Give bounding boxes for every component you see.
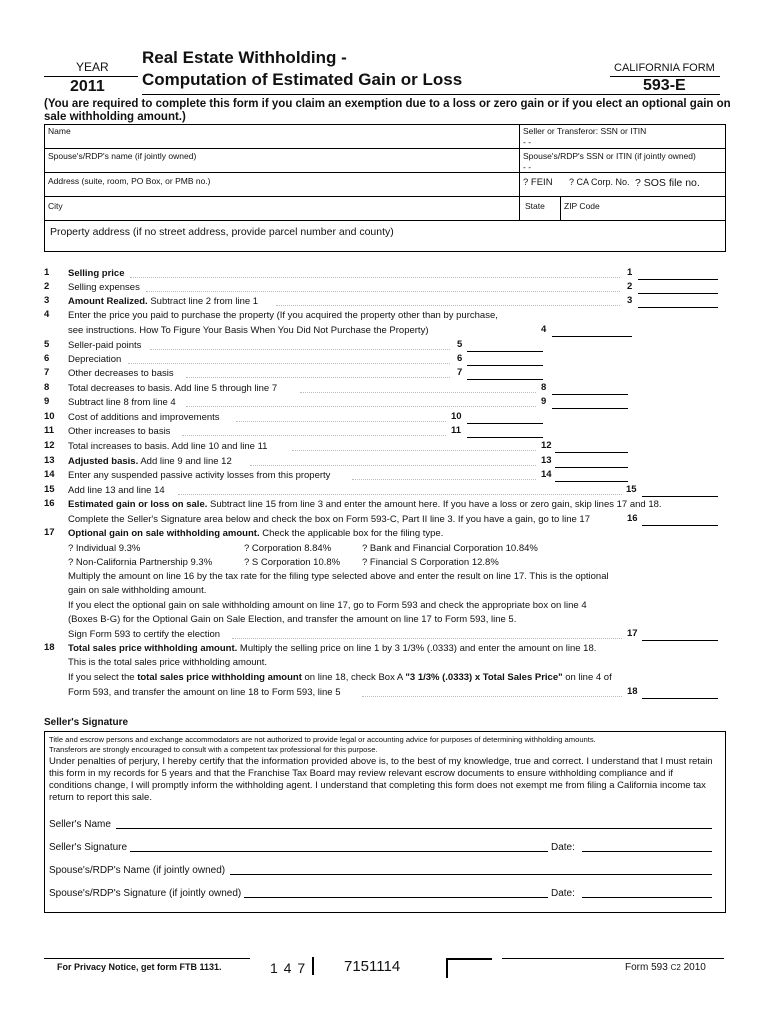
leader-dots bbox=[178, 494, 622, 495]
line17-label: Optional gain on sale withholding amount. Check the applicable box for the filing type. bbox=[68, 528, 444, 539]
code-bracket bbox=[312, 957, 314, 975]
line13-amount[interactable] bbox=[555, 467, 628, 468]
row-divider bbox=[44, 172, 725, 173]
line11-label: Other increases to basis bbox=[68, 426, 171, 437]
line6-amount[interactable] bbox=[467, 365, 543, 366]
privacy-notice: For Privacy Notice, get form FTB 1131. bbox=[57, 962, 222, 972]
line-number: 5 bbox=[44, 339, 50, 350]
spouse-name-input[interactable] bbox=[230, 874, 712, 875]
line3-amount[interactable] bbox=[638, 307, 718, 308]
line14-amount[interactable] bbox=[555, 481, 628, 482]
line-number: 7 bbox=[44, 367, 50, 378]
leader-dots bbox=[300, 392, 536, 393]
tax-year: 2011 bbox=[70, 78, 105, 95]
line-number: 1 bbox=[44, 267, 50, 278]
fein-checkbox[interactable]: ? FEIN bbox=[523, 177, 553, 188]
line3-label: Amount Realized. Subtract line 2 from line 1 bbox=[68, 296, 259, 307]
line17-instr-4: (Boxes B-G) for the Optional Gain on Sale Election, and transfer the amount on line 17 to Form 593, line 5. bbox=[68, 614, 517, 625]
bank-financial-checkbox[interactable]: ? Bank and Financial Corporation 10.84% bbox=[362, 543, 538, 554]
financial-s-corp-checkbox[interactable]: ? Financial S Corporation 12.8% bbox=[362, 557, 499, 568]
spouse-name-field[interactable]: Spouse's/RDP's name (if jointly owned) bbox=[48, 151, 197, 161]
line-number: 4 bbox=[44, 309, 50, 320]
state-field[interactable]: State bbox=[525, 201, 545, 211]
leader-dots bbox=[130, 277, 620, 278]
line9-label: Subtract line 8 from line 4 bbox=[68, 397, 176, 408]
address-field[interactable]: Address (suite, room, PO Box, or PMB no.) bbox=[48, 176, 211, 186]
leader-dots bbox=[150, 349, 450, 350]
seller-ssn-field[interactable]: Seller or Transferor: SSN or ITIN bbox=[523, 126, 647, 136]
line7-label: Other decreases to basis bbox=[68, 368, 174, 379]
date-label: Date: bbox=[551, 842, 575, 853]
leader-dots bbox=[232, 638, 622, 639]
date2-input[interactable] bbox=[582, 897, 712, 898]
line6-label: Depreciation bbox=[68, 354, 122, 365]
leader-dots bbox=[186, 377, 450, 378]
line16-amount[interactable] bbox=[642, 525, 718, 526]
s-corporation-checkbox[interactable]: ? S Corporation 10.8% bbox=[244, 557, 341, 568]
line-number: 8 bbox=[44, 382, 50, 393]
ca-corp-checkbox[interactable]: ? CA Corp. No. bbox=[569, 177, 630, 187]
corner-bracket-side bbox=[446, 958, 448, 978]
leader-dots bbox=[146, 291, 620, 292]
sellers-name-label: Seller's Name bbox=[49, 819, 111, 830]
line-number: 18 bbox=[44, 642, 55, 653]
line18-instr-1: This is the total sales price withholding amount. bbox=[68, 657, 268, 668]
corner-bracket-top bbox=[446, 958, 492, 960]
escrow-disclaimer: Title and escrow persons and exchange accommodators are not authorized to provide legal or accounting advice for purposes of determining withholding amounts. Transferors are strongly encouraged to consult with a competent tax professional for this purpose. bbox=[49, 735, 596, 754]
line8-label: Total decreases to basis. Add line 5 through line 7 bbox=[68, 383, 278, 394]
sellers-signature-heading: Seller's Signature bbox=[44, 717, 129, 728]
leader-dots bbox=[236, 421, 446, 422]
spouse-ssn-field[interactable]: Spouse's/RDP's SSN or ITIN (if jointly owned) bbox=[523, 151, 696, 161]
city-field[interactable]: City bbox=[48, 201, 63, 211]
california-form-label: CALIFORNIA FORM bbox=[614, 62, 715, 74]
leader-dots bbox=[276, 305, 620, 306]
line7-amount[interactable] bbox=[467, 379, 543, 380]
line17-instr-3: If you elect the optional gain on sale withholding amount on line 17, go to Form 593 and check the appropriate box on line 4 bbox=[68, 600, 587, 611]
leader-dots bbox=[128, 363, 450, 364]
year-divider bbox=[44, 76, 138, 77]
line4-amount[interactable] bbox=[552, 336, 632, 337]
line18-amount[interactable] bbox=[642, 698, 718, 699]
leader-dots bbox=[352, 479, 536, 480]
line14-label: Enter any suspended passive activity losses from this property bbox=[68, 470, 331, 481]
footer-rule bbox=[44, 958, 250, 959]
line-number: 15 bbox=[44, 484, 55, 495]
line10-amount[interactable] bbox=[467, 423, 543, 424]
line8-amount[interactable] bbox=[552, 394, 628, 395]
line9-amount[interactable] bbox=[552, 408, 628, 409]
line5-amount[interactable] bbox=[467, 351, 543, 352]
leader-dots bbox=[250, 465, 536, 466]
perjury-statement: Under penalties of perjury, I hereby certify that the information provided above is, to the best of my knowledge, true and correct. I understand that I must retain this form in my records for 5 years and that the Franchise Tax Board may review relevant escrow documents to ensure withholding compliance and if conditions change, I will promptly inform the withholding agent. I understand that completing this form does not exempt me from filing a California income tax return to report this sale. bbox=[49, 756, 713, 803]
state-zip-divider bbox=[560, 196, 561, 220]
line17-instr-2: gain on sale withholding amount. bbox=[68, 585, 207, 596]
form-title-line1: Real Estate Withholding - bbox=[142, 48, 347, 67]
line16-instructions: Complete the Seller's Signature area below and check the box on Form 593-C, Part II line 3. If you have a gain, go to line 17 bbox=[68, 514, 590, 525]
line-number: 10 bbox=[44, 411, 55, 422]
line17-instr-1: Multiply the amount on line 16 by the tax rate for the filing type selected above and enter the result on line 17. This is the optional bbox=[68, 571, 609, 582]
line4-label-2: see instructions. How To Figure Your Basis When You Did Not Purchase the Property) bbox=[68, 325, 429, 336]
form-footer-label: Form 593 C2 2010 bbox=[625, 962, 706, 973]
line-number: 11 bbox=[44, 425, 55, 436]
line15-amount[interactable] bbox=[642, 496, 718, 497]
leader-dots bbox=[186, 406, 536, 407]
sellers-signature-input[interactable] bbox=[130, 851, 548, 852]
individual-checkbox[interactable]: ? Individual 9.3% bbox=[68, 543, 141, 554]
property-address-field[interactable]: Property address (if no street address, provide parcel number and county) bbox=[50, 226, 394, 238]
line1-amount[interactable] bbox=[638, 279, 718, 280]
line-number: 16 bbox=[44, 498, 55, 509]
line18-instr-2: If you select the total sales price withholding amount on line 18, check Box A "3 1/3% (.0333) x Total Sales Price" on line 4 of bbox=[68, 672, 612, 683]
sellers-signature-label: Seller's Signature bbox=[49, 842, 128, 853]
requirement-notice: (You are required to complete this form if you claim an exemption due to a loss or zero gain or if you elect an optional gain on sale withholding amount.) bbox=[44, 98, 731, 123]
line4-label-1: Enter the price you paid to purchase the property (If you acquired the property other than by purchase, bbox=[68, 310, 498, 321]
corporation-checkbox[interactable]: ? Corporation 8.84% bbox=[244, 543, 332, 554]
leader-dots bbox=[182, 435, 446, 436]
spouse-name-label: Spouse's/RDP's Name (if jointly owned) bbox=[49, 865, 226, 876]
seller-ssn-dashes: - - bbox=[523, 137, 532, 147]
line10-label: Cost of additions and improvements bbox=[68, 412, 220, 423]
spouse-signature-label: Spouse's/RDP's Signature (if jointly owned) bbox=[49, 888, 242, 899]
line-number: 12 bbox=[44, 440, 55, 451]
row-divider bbox=[44, 220, 725, 221]
row-divider bbox=[44, 148, 725, 149]
form-title-line2: Computation of Estimated Gain or Loss bbox=[142, 70, 463, 89]
year-label: YEAR bbox=[76, 60, 109, 74]
line18-instr-3: Form 593, and transfer the amount on line 18 to Form 593, line 5 bbox=[68, 687, 341, 698]
line18-label: Total sales price withholding amount. Multiply the selling price on line 1 by 3 1/3% (.0333) and enter the amount on line 18. bbox=[68, 643, 597, 654]
line15-label: Add line 13 and line 14 bbox=[68, 485, 165, 496]
line2-label: Selling expenses bbox=[68, 282, 140, 293]
line-number: 13 bbox=[44, 455, 55, 466]
line-number: 14 bbox=[44, 469, 55, 480]
line-number: 6 bbox=[44, 353, 50, 364]
line12-label: Total increases to basis. Add line 10 and line 11 bbox=[68, 441, 268, 452]
line-number: 9 bbox=[44, 396, 50, 407]
sos-checkbox[interactable]: ? SOS file no. bbox=[635, 177, 700, 189]
date-input[interactable] bbox=[582, 851, 712, 852]
line17-instr-5: Sign Form 593 to certify the election bbox=[68, 629, 221, 640]
footer-rule-right bbox=[502, 958, 724, 959]
zip-field[interactable]: ZIP Code bbox=[564, 201, 600, 211]
line13-label: Adjusted basis. Add line 9 and line 12 bbox=[68, 456, 232, 467]
name-field[interactable]: Name bbox=[48, 126, 71, 136]
line16-label: Estimated gain or loss on sale. Subtract line 15 from line 3 and enter the amount here. If you have a loss or zero gain, skip lines 17 and 18. bbox=[68, 499, 662, 510]
title-divider bbox=[142, 94, 720, 95]
sellers-name-input[interactable] bbox=[116, 828, 712, 829]
leader-dots bbox=[362, 696, 622, 697]
date2-label: Date: bbox=[551, 888, 575, 899]
barcode-number-1: 1 4 7 bbox=[270, 960, 307, 976]
line-number: 2 bbox=[44, 281, 50, 292]
spouse-ssn-dashes: - - bbox=[523, 162, 532, 172]
spouse-signature-input[interactable] bbox=[244, 897, 548, 898]
line11-amount[interactable] bbox=[467, 437, 543, 438]
line1-label: Selling price bbox=[68, 268, 125, 279]
form-number: 593-E bbox=[643, 77, 686, 94]
line17-amount[interactable] bbox=[642, 640, 718, 641]
line12-amount[interactable] bbox=[555, 452, 628, 453]
line-number: 17 bbox=[44, 527, 55, 538]
non-ca-partnership-checkbox[interactable]: ? Non-California Partnership 9.3% bbox=[68, 557, 213, 568]
barcode-number-2: 7151114 bbox=[344, 958, 401, 975]
line-number: 3 bbox=[44, 295, 50, 306]
row-divider bbox=[44, 196, 725, 197]
line2-amount[interactable] bbox=[638, 293, 718, 294]
line5-label: Seller-paid points bbox=[68, 340, 142, 351]
leader-dots bbox=[292, 450, 536, 451]
